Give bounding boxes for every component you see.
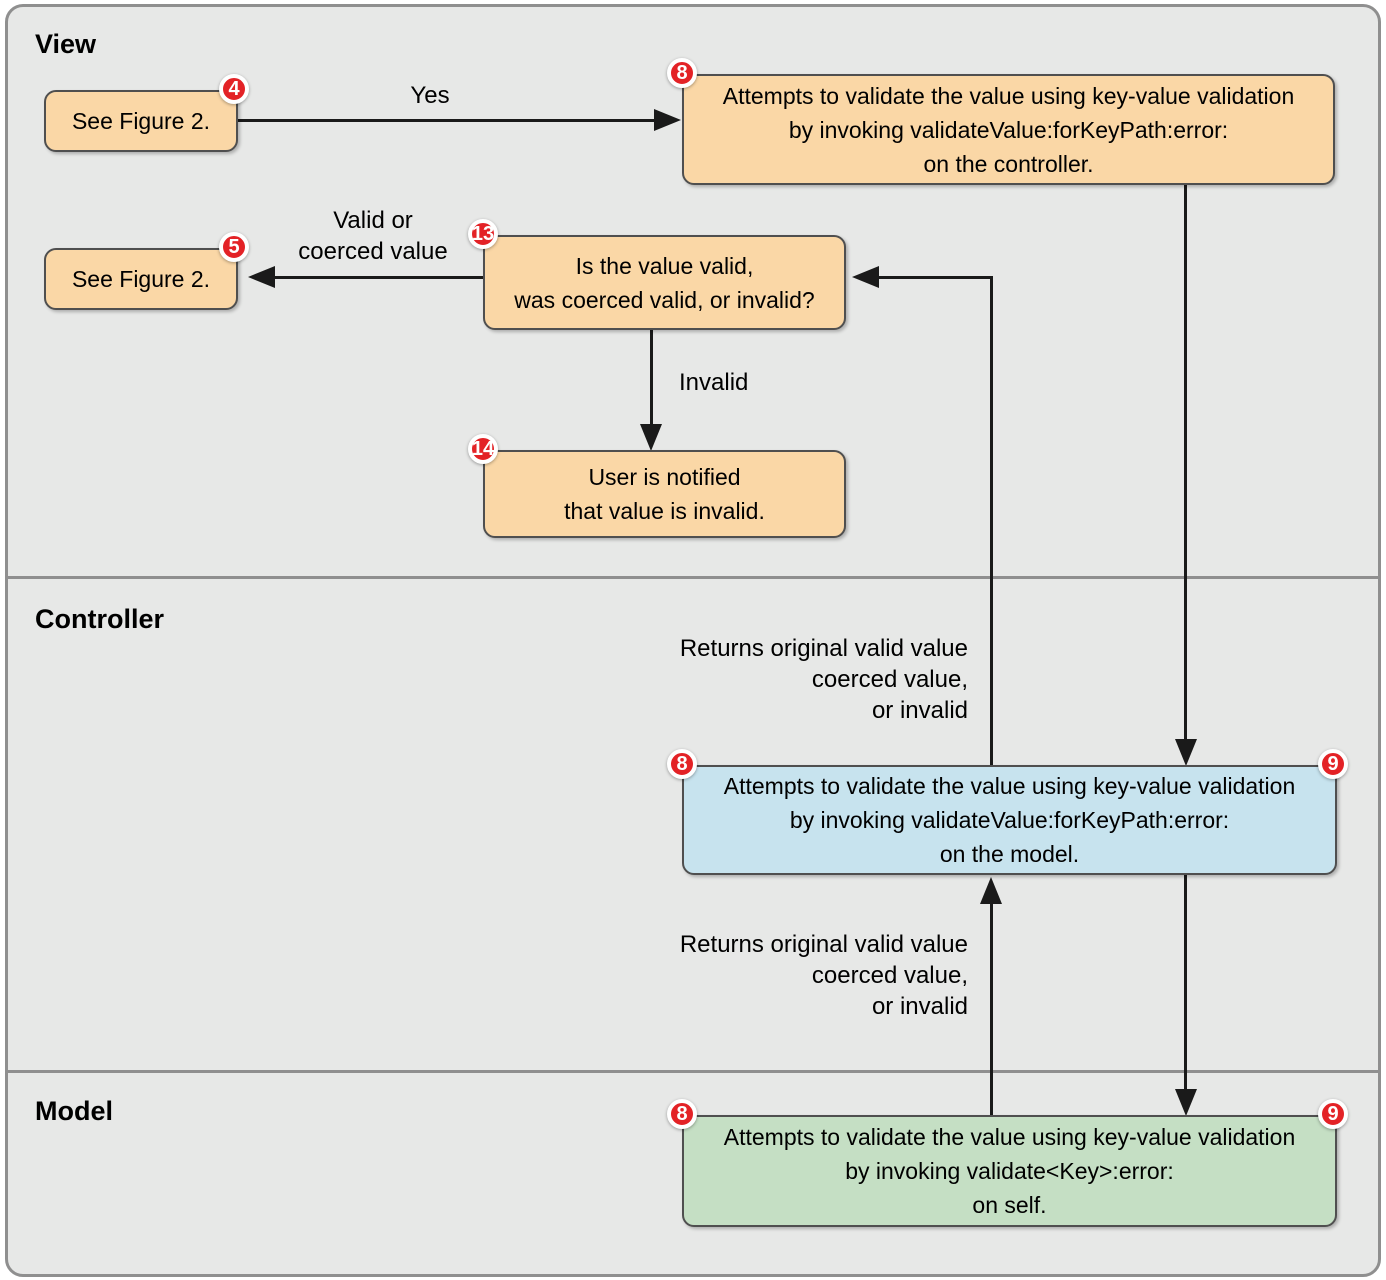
box-text-line: by invoking validateValue:forKeyPath:error:: [789, 807, 1230, 833]
arrow-controller-to-model-line: [1184, 875, 1187, 1091]
edge-label-line: Valid or: [333, 207, 413, 234]
arrow-return-to-controller-head: [980, 877, 1002, 904]
is-value-valid-box: [471, 223, 846, 330]
edge-label-returns-model: [620, 929, 968, 1022]
box-text-line: on self.: [972, 1192, 1047, 1218]
arrow-invalid-line: [650, 330, 653, 426]
edge-label-line: Returns original valid value: [679, 635, 968, 662]
arrow-controller-to-model-head: [1175, 1089, 1197, 1116]
edge-label-line: coerced value: [298, 238, 448, 265]
edge-label-line: or invalid: [871, 697, 968, 724]
step-badge-5: 5: [219, 232, 249, 262]
validate-on-model-box: [676, 753, 1339, 875]
step-badge-8: 8: [667, 1099, 697, 1129]
lane-label-model: Model: [35, 1096, 113, 1126]
see-figure-2-box-top: [44, 78, 240, 152]
edge-label-yes: Yes: [410, 82, 450, 109]
controller-model-divider: [5, 1070, 1381, 1073]
arrow-return-to-controller-line: [990, 899, 993, 1115]
box-text-line: on the model.: [939, 841, 1080, 867]
edge-label-line: Returns original valid value: [679, 931, 968, 958]
step-badge-8: 8: [667, 58, 697, 88]
validate-on-self-box: [676, 1103, 1339, 1227]
see-figure-2-box-mid: [44, 236, 240, 310]
step-badge-9: 9: [1318, 1099, 1348, 1129]
arrow-valid-coerced-head: [248, 266, 275, 288]
arrow-return-to-view-horizontal: [874, 276, 993, 279]
box-text-line: was coerced valid, or invalid?: [514, 286, 815, 313]
box-text-line: Attempts to validate the value using key-value validation: [723, 1124, 1296, 1150]
box-text-line: by invoking validateValue:forKeyPath:error:: [788, 116, 1229, 143]
arrow-valid-coerced-line: [270, 276, 483, 279]
arrow-view-to-controller-line: [1184, 185, 1187, 741]
step-badge-8: 8: [667, 749, 697, 779]
edge-label-line: or invalid: [871, 993, 968, 1020]
edge-label-valid-or-coerced: [278, 205, 468, 267]
arrow-yes-head: [654, 109, 681, 131]
box-text-line: Attempts to validate the value using key-value validation: [722, 82, 1295, 109]
box-text-line: that value is invalid.: [564, 498, 765, 524]
box-text-line: on the controller.: [923, 150, 1094, 177]
lane-label-controller: Controller: [35, 604, 165, 634]
step-badge-4: 4: [219, 74, 249, 104]
arrow-yes-line: [238, 119, 658, 122]
edge-label-line: coerced value,: [811, 666, 968, 693]
step-badge-13: 13: [468, 219, 498, 249]
edge-label-returns-controller: [620, 633, 968, 726]
arrow-return-to-view-head: [852, 266, 879, 288]
step-badge-9: 9: [1318, 749, 1348, 779]
box-text-line: by invoking validate<Key>:error:: [845, 1158, 1174, 1184]
lane-label-view: View: [35, 29, 97, 59]
user-notified-box: [471, 438, 846, 538]
box-text: See Figure 2.: [71, 266, 211, 292]
arrow-return-to-view-vertical: [990, 277, 993, 765]
box-text-line: Is the value valid,: [575, 252, 754, 279]
view-controller-divider: [5, 576, 1381, 579]
edge-label-invalid: Invalid: [679, 369, 749, 396]
box-text: See Figure 2.: [71, 108, 211, 134]
box-text-line: Attempts to validate the value using key-value validation: [723, 773, 1296, 799]
arrow-view-to-controller-head: [1175, 739, 1197, 766]
step-badge-14: 14: [468, 434, 498, 464]
validate-on-controller-box: [676, 62, 1335, 185]
box-text-line: User is notified: [588, 464, 741, 490]
edge-label-line: coerced value,: [811, 962, 968, 989]
arrow-invalid-head: [640, 424, 662, 451]
